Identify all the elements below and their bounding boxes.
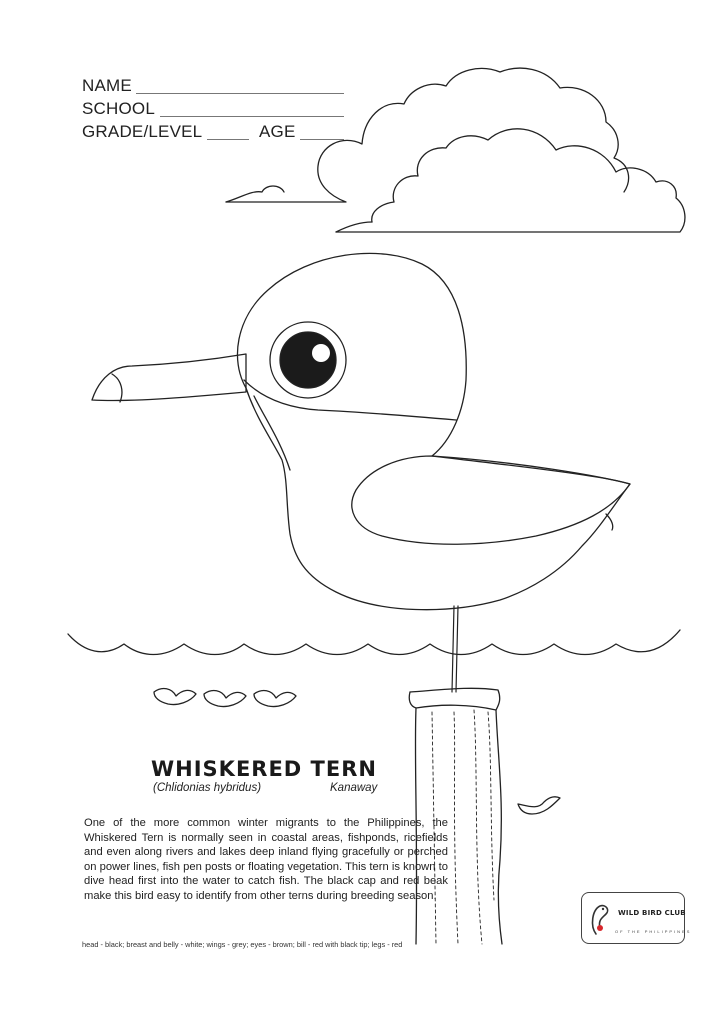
wave-icon xyxy=(154,689,560,814)
logo-subtitle: OF THE PHILIPPINES xyxy=(615,929,692,934)
name-label: NAME xyxy=(82,76,132,95)
species-common-name: WHISKERED TERN xyxy=(151,757,377,781)
logo-name: WILD BIRD CLUB xyxy=(618,909,686,917)
grade-label: GRADE/LEVEL xyxy=(82,122,203,141)
species-local-name: Kanaway xyxy=(330,782,378,794)
species-scientific-name: (Chlidonias hybridus) xyxy=(153,782,262,794)
species-description: One of the more common winter migrants to the Philippines, the Whiskered Tern is normally seen in coastal areas, fishponds, ricefields and even along rivers and lakes deep inland flying gracefully or perched on power lines, fish pen posts or floating vegetation. This tern is known to dive head first into the water to catch fish. The black cap and red beak make this bird easy to identify from other terns during breeding season. xyxy=(84,817,448,902)
logo-bird-icon xyxy=(588,898,618,938)
color-guide: head - black; breast and belly - white; wings - grey; eyes - brown; bill - red with black tip; legs - red xyxy=(82,940,403,949)
age-label: AGE xyxy=(259,122,296,141)
school-label: SCHOOL xyxy=(82,99,155,118)
wave-icon xyxy=(68,630,680,655)
cloud-icon xyxy=(226,68,685,232)
